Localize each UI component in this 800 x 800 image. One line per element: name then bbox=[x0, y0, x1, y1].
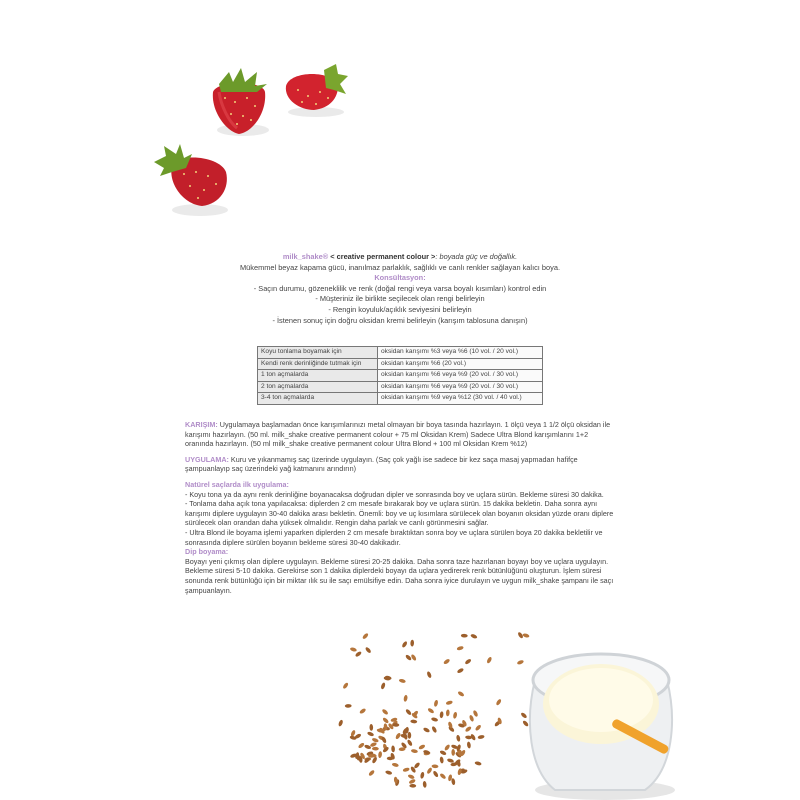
table-cell-value: oksidan karışımı %3 veya %6 (10 vol. / 20 vol.) bbox=[378, 347, 543, 359]
wheat-grain bbox=[522, 633, 530, 638]
table-row bbox=[258, 358, 543, 370]
wheat-grain bbox=[408, 732, 412, 739]
wheat-grain bbox=[395, 732, 402, 740]
wheat-grain bbox=[439, 750, 447, 756]
brand-line bbox=[185, 252, 615, 263]
wheat-grain bbox=[431, 764, 438, 768]
wheat-grain bbox=[350, 647, 358, 652]
wheat-grain bbox=[401, 641, 408, 649]
wheat-grain bbox=[387, 757, 394, 761]
wheat-grain bbox=[392, 762, 399, 767]
wheat-grain bbox=[431, 726, 437, 734]
consultation-item: - Rengin koyuluk/açıklık seviyesini belirleyin bbox=[328, 304, 472, 314]
wheat-grain bbox=[402, 767, 410, 772]
wheat-grain bbox=[477, 734, 484, 739]
table-cell-label: 1 ton açmalarda bbox=[258, 370, 378, 382]
wheat-grain bbox=[342, 682, 349, 690]
wheat-grain bbox=[453, 712, 458, 719]
wheat-grains-icon bbox=[330, 630, 540, 800]
wheat-grain bbox=[456, 735, 461, 742]
wheat-grain bbox=[358, 742, 366, 749]
wheat-grain bbox=[432, 770, 439, 778]
strawberry-icon bbox=[150, 142, 234, 222]
instructions-body bbox=[185, 420, 615, 595]
natural-hair-item: - Tonlama daha açık tona yapılacaksa: diplerden 2 cm mesafe bırakarak boy ve uçlara sürün. 15 dakika bekletin. Daha sonra aynı karışımı diplere uygulayın 30-40 dakika arası bekletin. Önemli: boy ve uç kısımlara sürülecek olan boyanın oksidan yüzde oranı diplere sürülecek olan orandan daha yüksek olmalıdır. Rengin daha parlak ve canlı görünmesini sağlar. bbox=[185, 499, 614, 528]
consultation-title: Konsültasyon: bbox=[374, 273, 426, 283]
wheat-grain bbox=[423, 781, 427, 788]
strawberry-icon bbox=[205, 62, 275, 142]
wheat-grain bbox=[405, 708, 412, 715]
wheat-grain bbox=[433, 700, 438, 707]
consultation-item: - İstenen sonuç için doğru oksidan kremi belirleyin (karışım tablosuna danışın) bbox=[272, 315, 528, 325]
wheat-grain bbox=[443, 658, 451, 665]
table-cell-value: oksidan karışımı %9 veya %12 (30 vol. / 40 vol.) bbox=[378, 393, 543, 405]
wheat-grain bbox=[369, 724, 373, 731]
wheat-grain bbox=[371, 737, 379, 743]
wheat-grain bbox=[378, 751, 382, 758]
natural-hair-item: - Ultra Blond ile boyama işlemi yaparken diplerden 2 cm mesafe bıraktıktan sonra boy ve uçlara sürülen boya 20 dakika bekletilir ve sonrasında diplere sürülen boyanın bekleme süresi 30-40 dakikadır. bbox=[185, 527, 603, 547]
wheat-grain bbox=[368, 769, 375, 776]
oxidant-mix-table bbox=[257, 346, 543, 405]
wheat-grain bbox=[391, 745, 395, 752]
wheat-grain bbox=[451, 749, 455, 756]
wheat-grain bbox=[439, 756, 444, 763]
wheat-grain bbox=[355, 651, 363, 658]
table-row bbox=[258, 381, 543, 393]
wheat-grain bbox=[465, 726, 473, 733]
wheat-grain bbox=[451, 778, 456, 785]
wheat-grain bbox=[427, 707, 435, 714]
product-tagline: Mükemmel beyaz kapama gücü, inanılmaz parlaklık, sağlıklı ve canlı renkler sağlayan kalıcı boya. bbox=[240, 262, 560, 272]
intro-block bbox=[185, 252, 615, 326]
wheat-grain bbox=[408, 778, 416, 784]
wheat-grain bbox=[446, 709, 450, 716]
wheat-grain bbox=[410, 654, 417, 662]
wheat-grain bbox=[385, 770, 393, 775]
application-paragraph bbox=[185, 455, 615, 474]
wheat-grain bbox=[381, 708, 388, 715]
wheat-grain bbox=[439, 711, 443, 718]
wheat-grain bbox=[380, 682, 386, 690]
wheat-grain bbox=[447, 758, 455, 764]
wheat-grain bbox=[444, 744, 451, 752]
wheat-grain bbox=[338, 719, 344, 727]
milk-jar-icon bbox=[515, 640, 685, 800]
consultation-item: - Müşteriniz ile birlikte seçilecek olan rengi belirleyin bbox=[315, 294, 485, 304]
wheat-grain bbox=[359, 708, 367, 715]
strawberry-icon bbox=[280, 60, 352, 120]
wheat-grain bbox=[495, 698, 502, 706]
brand-name: milk_shake® bbox=[282, 252, 329, 261]
wheat-grain bbox=[406, 739, 413, 747]
wheat-grain bbox=[469, 714, 475, 722]
natural-hair-title: Natürel saçlarda ilk uygulama: bbox=[185, 479, 289, 489]
wheat-grain bbox=[382, 717, 389, 724]
wheat-grain bbox=[457, 667, 465, 673]
table-row bbox=[258, 370, 543, 382]
wheat-grain bbox=[372, 747, 379, 751]
wheat-grain bbox=[439, 773, 446, 780]
table-cell-value: oksidan karışımı %6 veya %9 (20 vol. / 30 vol.) bbox=[378, 370, 543, 382]
mixing-label: KARIŞIM: bbox=[185, 420, 218, 429]
wheat-grain bbox=[475, 724, 482, 731]
table-cell-label: 2 ton açmalarda bbox=[258, 381, 378, 393]
wheat-grain bbox=[409, 784, 416, 788]
wheat-grain bbox=[464, 658, 472, 665]
mixing-text: Uygulamaya başlamadan önce karışımlarınızı metal olmayan bir boya tasında hazırlayın. 1 ölçü veya 1 1/2 ölçü oksidan ile karışımı hazırlayın. (50 ml. milk_shake creative permanent colour + 75 ml Oksidan Krem) Sadece Ultra Blond karışımlarını 1+2 oranında hazırlayın. (50 ml milk_shake creative permanent colour Ultra Blond + 100 ml Oksidan Krem %12) bbox=[185, 420, 611, 449]
wheat-grain bbox=[446, 700, 454, 705]
application-text: Kuru ve yıkanmamış saç üzerinde uygulayın. (Saç çok yağlı ise sadece bir kez saça masaj yapmadan hafifçe şampuanlayıp saç üzerindeki yağ katmanını arındırın) bbox=[185, 454, 578, 474]
root-coloring-text: Boyayı yeni çıkmış olan diplere uygulayın. Bekleme süresi 20-25 dakika. Daha sonra taze hazırlanan boyayı boy ve uçlara uygulayın. Bekleme süresi 5-10 dakika. Gerekirse son 1 dakika diplerdeki boyayı da uçlara yedirerek renk bütünlüğünü oluşturun. İşlem süresi sonunda renk bütünlüğü için bir miktar ılık su ile saçı emülsifiye edin. Daha sonra iyice durulayın ve uygun milk_shake şampanı ile saçı şampuanlayın. bbox=[185, 556, 614, 595]
wheat-grain bbox=[426, 671, 432, 679]
wheat-grain bbox=[370, 742, 378, 748]
wheat-grain bbox=[367, 731, 375, 737]
wheat-grain bbox=[345, 704, 352, 708]
table-cell-value: oksidan karışımı %6 (20 vol.) bbox=[378, 358, 543, 370]
wheat-grain bbox=[457, 691, 465, 698]
table-cell-label: Kendi renk derinliğinde tutmak için bbox=[258, 358, 378, 370]
wheat-grain bbox=[410, 719, 417, 723]
natural-hair-item: - Koyu tona ya da aynı renk derinliğine boyanacaksa doğrudan dipler ve sonrasında boy ve uçlara sürün. Bekleme süresi 30 dakika. bbox=[185, 489, 604, 499]
wheat-grain bbox=[365, 646, 372, 653]
natural-hair-section bbox=[185, 480, 615, 595]
wheat-grain bbox=[472, 710, 478, 718]
wheat-grain bbox=[431, 717, 439, 722]
product-subtitle: : boyada güç ve doğallık. bbox=[435, 252, 518, 261]
wheat-grain bbox=[413, 762, 420, 769]
wheat-grain bbox=[407, 774, 415, 780]
wheat-grain bbox=[423, 727, 431, 733]
table-row bbox=[258, 347, 543, 359]
wheat-grain bbox=[467, 741, 472, 748]
wheat-grain bbox=[403, 695, 408, 702]
root-coloring-title: Dip boyama: bbox=[185, 547, 229, 557]
wheat-grain bbox=[405, 654, 412, 661]
mixing-paragraph bbox=[185, 420, 615, 449]
application-label: UYGULAMA: bbox=[185, 454, 229, 464]
wheat-grain bbox=[399, 678, 406, 683]
wheat-grain bbox=[420, 772, 425, 779]
table-row bbox=[258, 393, 543, 405]
table-cell-label: Koyu tonlama boyamak için bbox=[258, 347, 378, 359]
wheat-grain bbox=[418, 744, 426, 750]
wheat-grain bbox=[474, 761, 481, 766]
wheat-grain bbox=[486, 656, 492, 664]
product-title: < creative permanent colour > bbox=[330, 252, 436, 261]
wheat-grain bbox=[456, 645, 464, 650]
wheat-grain bbox=[426, 767, 433, 775]
wheat-grain bbox=[470, 633, 478, 639]
wheat-grain bbox=[362, 632, 369, 639]
table-cell-label: 3-4 ton açmalarda bbox=[258, 393, 378, 405]
wheat-grain bbox=[461, 634, 468, 638]
consultation-item: - Saçın durumu, gözeneklilik ve renk (doğal rengi veya varsa boyalı kısımları) kontrol edin bbox=[253, 283, 547, 293]
wheat-grain bbox=[410, 640, 414, 647]
table-cell-value: oksidan karışımı %6 veya %9 (20 vol. / 30 vol.) bbox=[378, 381, 543, 393]
wheat-grain bbox=[411, 749, 418, 754]
